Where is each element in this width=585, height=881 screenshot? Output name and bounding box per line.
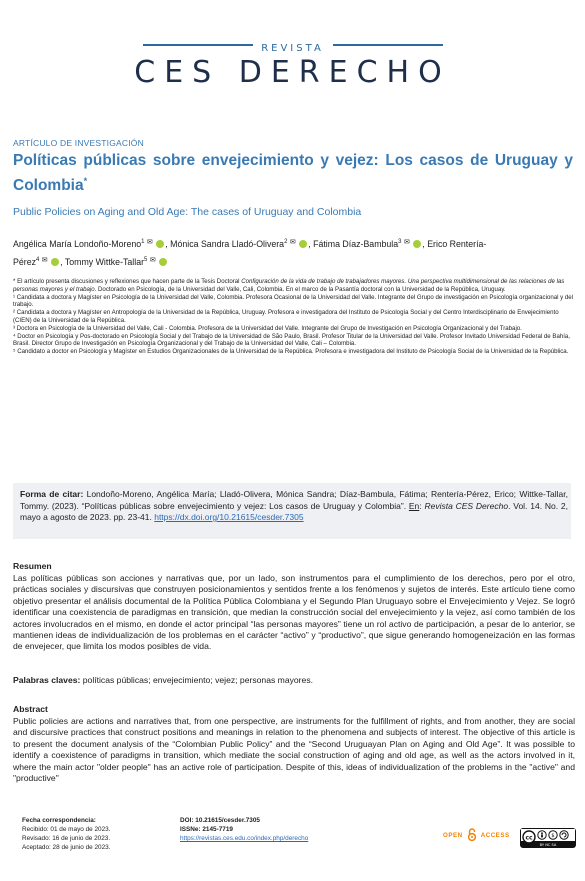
citation-text	[20, 489, 568, 524]
oa-open: OPEN	[443, 832, 463, 839]
footnote-text: * El artículo presenta discusiones y reflexiones que hacen parte de la Tesis Doctoral	[13, 278, 242, 285]
author-name[interactable]: Tommy Wittke-Tallar	[64, 256, 145, 267]
orcid-icon[interactable]	[299, 240, 307, 248]
revista-row	[143, 38, 443, 52]
doi-text: DOI: 10.21615/cesder.7305	[180, 817, 260, 824]
author-name[interactable]: Fátima Díaz-Bambula	[313, 238, 399, 249]
footnote-3: ³ Doctora en Psicología de la Universidad del Valle, Cali - Colombia. Profesora de la Universidad del Valle. Integrante del Grupo de Investigación en Psicología Organizacional y del Trabajo.	[13, 324, 522, 332]
doi-link[interactable]: https://dx.doi.org/10.21615/cesder.7305	[154, 512, 304, 522]
accepted-date: Aceptado: 28 de junio de 2023.	[22, 844, 111, 851]
orcid-icon[interactable]	[159, 258, 167, 266]
author-list: Angélica María Londoño-Moreno$^1$ ✉ , Mónica Sandra Lladó-Olivera$^2$ ✉ , Fátima Díaz-Bambula$^3$ ✉ , Erico Rentería- Pérez$^4$ ✉ , Tommy Wittke-Tallar$^5$ ✉	[13, 238, 487, 267]
footnote-4: ⁴ Doctor en Psicología y Pos-doctorado en Psicología Social y del Trabajo de la Universidad de São Paulo, Brasil. Profesor Titular de la Universidad del Valle. Profesor Invitado Universidad Federal de Bahía, Brasil. Director Grupo de Investigación en Psicología Organizacional y del Trabajo de la Universidad del Valle, Cali – Colombia.	[13, 332, 570, 348]
open-access-logo	[443, 828, 510, 841]
citation-en: En	[408, 500, 420, 511]
creative-commons-badge[interactable]	[520, 828, 576, 848]
author-affil: 1	[141, 239, 145, 245]
resumen-heading: Resumen	[13, 561, 52, 571]
footnote-thesis-title: Configuración de la vida de trabajo de trabajadores mayores. Una perspectiva multidimensional de las relaciones de las personas mayores y el trabajo	[13, 278, 565, 293]
open-access-icon	[467, 828, 477, 841]
svg-text:$: $	[551, 833, 555, 839]
journal-name: CES DERECHO	[134, 55, 451, 90]
page-footer	[0, 810, 585, 881]
keywords-label: Palabras claves:	[13, 675, 81, 685]
email-icon[interactable]: ✉	[41, 256, 48, 264]
author-affil: 3	[398, 239, 402, 245]
author-affil: 5	[144, 256, 148, 263]
correspondence-dates	[22, 816, 110, 852]
journal-url[interactable]: https://revistas.ces.edu.co/index.php/derecho	[180, 835, 309, 842]
resumen-body: Las políticas públicas son acciones y narrativas que, por un lado, son instrumentos para el cumplimiento de los derechos, pero por el otro, prácticas sociales y discursivas que construyen posicionamientos y sentidos frente a los fenómenos y sujetos de interés. Este artículo tiene como objetivo presentar el análisis documental de la Política Pública Colombiana y el Segundo Plan Uruguayo sobre el Envejecimiento y Vejez. Se logró identificar una coexistencia de paradigmas en transición, que median la construcción social del envejecimiento y la vejez, así como también de los actores involucrados en el mismo, en donde el actor principal “las personas mayores” tiene un rol activo de participación, a pesar de lo anterior, se mantienen ideas de individualización de los problemas en el carácter “activo” y “productivo”, que sigue generando homogeneización en las formas de envejecer, que limita los modos posibles de vida.	[13, 573, 575, 652]
revista-label: REVISTA	[261, 43, 324, 54]
journal-identifiers	[180, 816, 308, 843]
article-subtitle-en: Public Policies on Aging and Old Age: The cases of Uruguay and Colombia	[13, 206, 362, 218]
keywords-text: políticas públicas; envejecimiento; vejez; personas mayores.	[80, 675, 313, 685]
author-affil: 2	[284, 239, 288, 245]
article-type: ARTÍCULO DE INVESTIGACIÓN	[13, 138, 144, 148]
footnote-article	[13, 278, 575, 294]
email-icon[interactable]: ✉	[146, 238, 153, 246]
footnote-5: ⁵ Candidato a doctor en Psicología y Magíster en Estudios Organizacionales de la Universidad de la República. Profesora e investigadora del Instituto de Psicología Social de la Universidad de la República.	[13, 348, 569, 356]
email-icon[interactable]: ✉	[289, 238, 296, 246]
article-title	[13, 150, 573, 196]
footnote-2: ² Candidata a doctora y Magíster en Antropología de la Universidad de la República, Uruguay. Profesora e investigadora del Instituto de Psicología Social y del Centro Interdisciplinario de Envejecimiento (CIEN) de la Universidad de la República.	[13, 309, 559, 324]
abstract-body: Public policies are actions and narratives that, from one perspective, are instruments for the fulfillment of rights, and from another, they are social and discursive practices that construct positions and meanings in relation to the phenomena and subjects of interest. The objective of this article is to present the document analysis of the “Colombian Public Policy” and the “Second Uruguayan Plan on Aging and Old Age”. It was possible to identify a coexistence of paradigms in transition, which mediate the social construction of aging and old age, as well as the actors involved in it, where the main actor "older people" has an active role of participation. Despite of this, ideas of individualization of the problems in the "active" and "productive"	[13, 716, 575, 784]
citation-colon: :	[419, 500, 425, 511]
article-title-text: Políticas públicas sobre envejecimiento y vejez: Los casos de Uruguay y Colombia	[13, 152, 573, 195]
author-name-part1[interactable]: Erico Rentería-	[427, 238, 487, 249]
author-name[interactable]: Mónica Sandra Lladó-Olivera	[170, 238, 285, 249]
keywords-es	[13, 675, 575, 686]
citation-label: Forma de citar:	[20, 489, 84, 499]
author-name[interactable]: Angélica María Londoño-Moreno	[13, 238, 142, 249]
author-affil: 4	[35, 256, 40, 263]
masthead-rule-left	[143, 44, 253, 46]
svg-text:cc: cc	[525, 834, 533, 842]
footnote-text: . Doctorado en Psicología, de la Universidad del Valle, Cali, Colombia. En el marco de la Pasantía doctoral con la Universidad de la República, Uruguay.	[94, 285, 506, 293]
orcid-icon[interactable]	[413, 240, 421, 248]
email-icon[interactable]: ✉	[403, 238, 410, 246]
issn-text: ISSNe: 2145-7719	[180, 826, 233, 833]
cc-license-label: BY NC SA	[539, 843, 557, 847]
oa-access: ACCESS	[480, 832, 510, 839]
masthead-rule-right	[333, 44, 443, 46]
author-name-part2[interactable]: Pérez	[13, 256, 36, 267]
footnote-1: ¹ Candidata a doctora y Magíster en Psicología de la Universidad del Valle, Colombia. Profesora Ocasional de la Universidad del Valle. Integrante del Grupo de investigación en Psicología organizacional y del trabajo.	[13, 293, 574, 309]
email-icon[interactable]: ✉	[149, 256, 156, 264]
author-footnotes	[13, 278, 575, 356]
revised-date: Revisado: 16 de junio de 2023.	[22, 835, 111, 842]
orcid-icon[interactable]	[51, 258, 59, 266]
cc-by-nc-sa-icon	[521, 829, 575, 847]
citation-journal: Revista CES Derecho	[424, 500, 509, 511]
journal-masthead	[0, 38, 585, 92]
title-footnote-mark: *	[83, 176, 88, 186]
abstract-heading: Abstract	[13, 704, 48, 714]
fecha-label: Fecha correspondencia:	[22, 817, 96, 824]
received-date: Recibido: 01 de mayo de 2023.	[22, 826, 111, 833]
citation-body: Londoño-Moreno, Angélica María; Lladó-Olivera, Mónica Sandra; Díaz-Bambula, Fátima; Rentería-Pérez, Erico; Wittke-Tallar, Tommy. (2023). “Políticas públicas sobre envejecimiento y vejez: Los casos de Uruguay y Colombia”.	[20, 489, 568, 511]
orcid-icon[interactable]	[156, 240, 164, 248]
citation-body-2: . Vol. 14. No. 2, mayo a agosto de 2023. pp. 23-41.	[20, 500, 568, 522]
